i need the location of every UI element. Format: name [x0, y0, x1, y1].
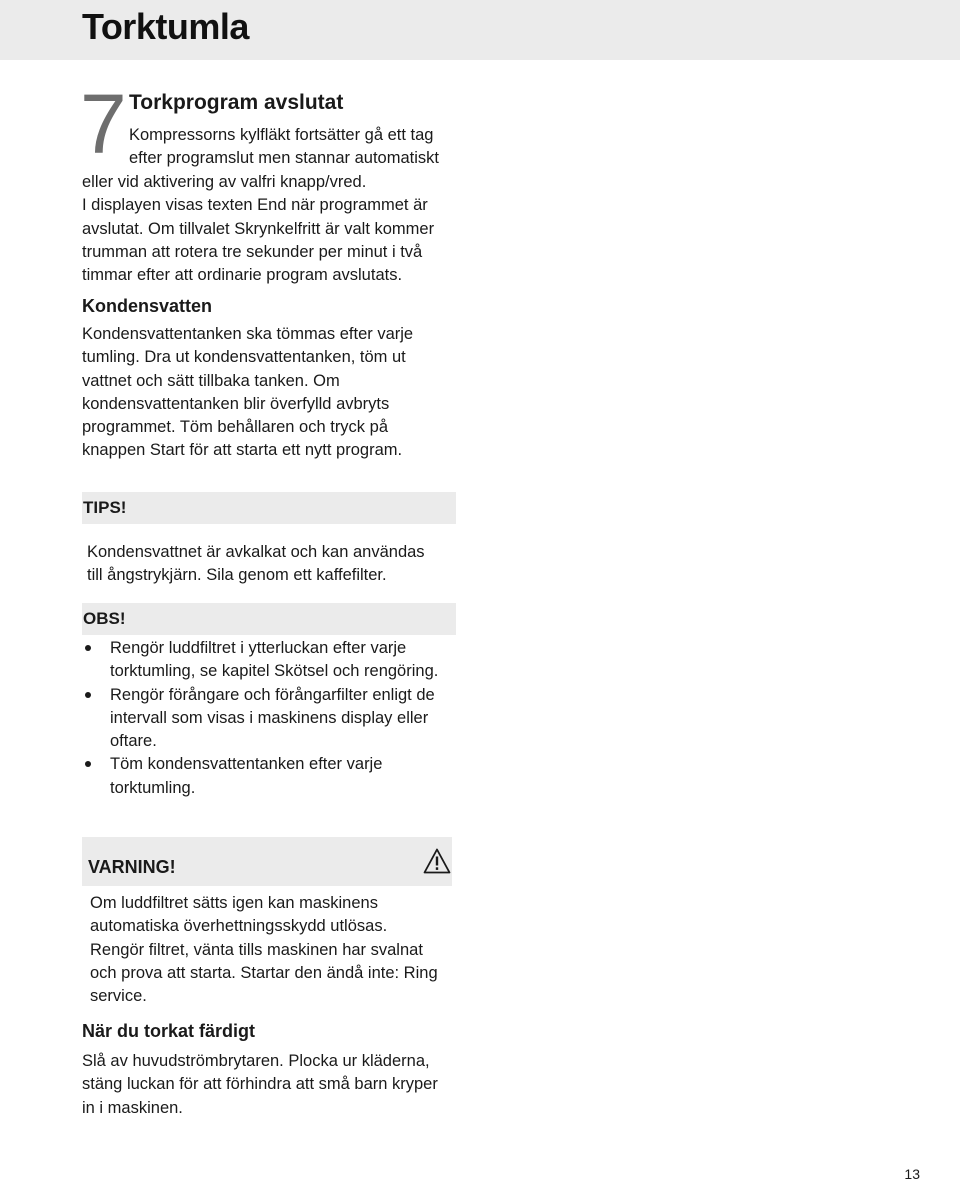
- bullet-icon: [85, 645, 91, 651]
- warning-triangle-icon: [423, 848, 451, 874]
- condensate-heading: Kondensvatten: [82, 296, 213, 316]
- page-title: Torktumla: [82, 6, 249, 47]
- text-line: Rengör förångare och förångarfilter enligt de: [110, 685, 435, 704]
- text-line: knappen Start för att starta ett nytt program.: [82, 441, 403, 460]
- page-number: 13: [904, 1166, 920, 1182]
- text-line: Om luddfiltret sätts igen kan maskinens: [90, 894, 378, 912]
- text-line: intervall som visas i maskinens display eller: [110, 708, 429, 727]
- step-intro: [129, 124, 439, 171]
- text-line: oftare.: [110, 732, 157, 751]
- condensate-body: [82, 323, 413, 463]
- text-line: Rengör filtret, vänta tills maskinen har svalnat: [90, 940, 423, 959]
- text-line: efter programslut men stannar automatiskt: [129, 149, 439, 168]
- obs-band: [82, 603, 456, 635]
- text-line: automatiska överhettningsskydd utlösas.: [90, 917, 388, 936]
- text-line: Slå av huvudströmbrytaren. Plocka ur kläderna,: [82, 1052, 430, 1070]
- finished-body: [82, 1050, 438, 1120]
- text-line: Kondensvattnet är avkalkat och kan användas: [87, 543, 425, 561]
- list-item: [83, 637, 463, 684]
- text-line: Kondensvattentanken ska tömmas efter varje: [82, 325, 414, 343]
- text-line: timmar efter att ordinarie program avslutats.: [82, 266, 403, 285]
- obs-list: [83, 637, 463, 800]
- bullet-icon: [85, 692, 91, 698]
- finished-heading: När du torkat färdigt: [82, 1021, 256, 1041]
- text-line: kondensvattentanken blir överfylld avbryts: [82, 394, 390, 413]
- warning-label: VARNING!: [88, 857, 176, 877]
- obs-label: OBS!: [83, 609, 126, 628]
- text-line: stäng luckan för att förhindra att små barn kryper: [82, 1075, 438, 1094]
- text-line: programmet. Töm behållaren och tryck på: [82, 418, 388, 437]
- tips-label: TIPS!: [83, 498, 127, 517]
- list-item: [83, 684, 463, 754]
- tips-band: [82, 492, 456, 524]
- list-item: [83, 753, 463, 800]
- text-line: torktumling.: [110, 778, 196, 797]
- text-line: in i maskinen.: [82, 1098, 183, 1117]
- text-line: Töm kondensvattentanken efter varje: [110, 755, 383, 774]
- text-line: torktumling, se kapitel Skötsel och rengöring.: [110, 662, 439, 681]
- text-line: I displayen visas texten End när programmet är: [82, 196, 428, 215]
- text-line: tumling. Dra ut kondensvattentanken, töm ut: [82, 348, 406, 367]
- text-line: avslutat. Om tillvalet Skrynkelfritt är valt kommer: [82, 219, 435, 238]
- step-body: [82, 171, 434, 287]
- text-line: Kompressorns kylfläkt fortsätter gå ett tag: [129, 126, 434, 144]
- text-line: vattnet och sätt tillbaka tanken. Om: [82, 371, 340, 390]
- text-line: och prova att starta. Startar den ändå inte: Ring: [90, 963, 438, 982]
- warning-body: [90, 892, 438, 1008]
- step-number: 7: [80, 77, 125, 171]
- text-line: service.: [90, 987, 147, 1006]
- text-line: Rengör luddfiltret i ytterluckan efter varje: [110, 639, 407, 657]
- bullet-icon: [85, 761, 91, 767]
- text-line: till ångstrykjärn. Sila genom ett kaffefilter.: [87, 566, 387, 585]
- text-line: eller vid aktivering av valfri knapp/vred.: [82, 173, 367, 191]
- tips-body: [87, 541, 425, 588]
- section-heading-program-done: Torkprogram avslutat: [129, 91, 344, 114]
- text-line: trumman att rotera tre sekunder per minut i två: [82, 242, 423, 261]
